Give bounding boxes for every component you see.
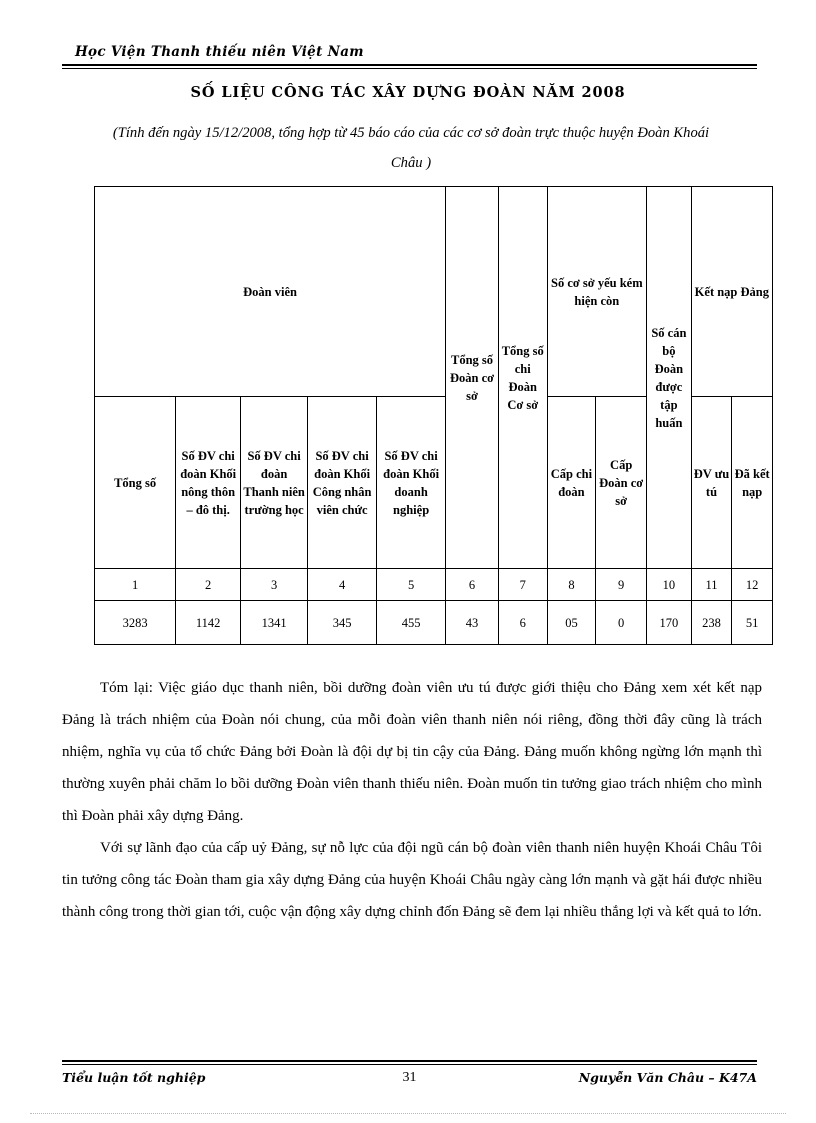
footer-rule-thin	[62, 1064, 757, 1065]
cell-dv-uu-tu: 238	[691, 601, 732, 645]
subheader-cap-doan-co-so: Cấp Đoàn cơ sở	[596, 397, 647, 569]
subheader-dv-uu-tu: ĐV ưu tú	[691, 397, 732, 569]
cell-so-can-bo-tap-huan: 170	[647, 601, 692, 645]
table-row	[95, 601, 773, 645]
paragraph-summary: Tóm lại: Việc giáo dục thanh niên, bồi dưỡng đoàn viên ưu tú được giới thiệu cho Đảng xem xét kết nạp Đảng là trách nhiệm của Đoàn nói chung, của mỗi đoàn viên thanh niên nói riêng, đồng thời đây cũng là trách nhiệm, nghĩa vụ của tổ chức Đảng bởi Đoàn là đội dự bị tin cậy của Đảng. Đảng muốn không ngừng lớn mạnh thì thường xuyên phải chăm lo bồi dưỡng Đoàn viên thanh thiếu niên. Đoàn muốn tin tưởng giao trách nhiệm cho mình thì Đoàn phải xây dựng Đảng.	[62, 680, 762, 824]
subheader-da-ket-nap: Đã kết nạp	[732, 397, 773, 569]
colnum-11: 11	[691, 569, 732, 601]
statistics-table	[94, 186, 773, 645]
header-doan-vien: Đoàn viên	[95, 187, 446, 397]
subheader-tong-so: Tổng số	[95, 397, 176, 569]
header-tong-so-chi-doan-co-so: Tổng số chi Đoàn Cơ sở	[498, 187, 547, 569]
colnum-5: 5	[377, 569, 446, 601]
colnum-6: 6	[446, 569, 499, 601]
colnum-8: 8	[547, 569, 596, 601]
footer-author: Nguyễn Văn Châu – K47A	[578, 1069, 757, 1085]
colnum-10: 10	[647, 569, 692, 601]
subheader-dv-thanh-nien-truong-hoc: Số ĐV chi đoàn Thanh niên trường học	[241, 397, 308, 569]
header-tong-so-doan-co-so: Tổng số Đoàn cơ sở	[446, 187, 499, 569]
subheader-dv-khoi-cong-nhan-vien-chuc: Số ĐV chi đoàn Khối Công nhân viên chức	[308, 397, 377, 569]
cell-dv-khoi-doanh-nghiep: 455	[377, 601, 446, 645]
colnum-7: 7	[498, 569, 547, 601]
header-so-can-bo-tap-huan: Số cán bộ Đoàn được tập huấn	[647, 187, 692, 569]
cell-tong-so: 3283	[95, 601, 176, 645]
header-so-co-so-yeu-kem: Số cơ sở yếu kém hiện còn	[547, 187, 646, 397]
institution-name: Học Viện Thanh thiếu niên Việt Nam	[75, 44, 364, 60]
cell-tong-so-chi-doan-co-so: 6	[498, 601, 547, 645]
table-header-row-groups	[95, 187, 773, 397]
page-number: 31	[402, 1069, 417, 1085]
cell-tong-so-doan-co-so: 43	[446, 601, 499, 645]
header-rule-thick	[62, 64, 757, 66]
cell-cap-chi-doan: 05	[547, 601, 596, 645]
subheader-cap-chi-doan: Cấp chi đoàn	[547, 397, 596, 569]
cell-dv-khoi-nong-thon: 1142	[176, 601, 241, 645]
cell-dv-thanh-nien-truong-hoc: 1341	[241, 601, 308, 645]
colnum-1: 1	[95, 569, 176, 601]
header-ket-nap-dang: Kết nạp Đảng	[691, 187, 772, 397]
colnum-12: 12	[732, 569, 773, 601]
footer-left-text: Tiểu luận tốt nghiệp	[62, 1069, 206, 1085]
colnum-2: 2	[176, 569, 241, 601]
running-footer	[62, 1060, 757, 1092]
header-rule-thin	[62, 68, 757, 69]
cell-dv-khoi-cong-nhan-vien-chuc: 345	[308, 601, 377, 645]
paragraph-conclusion: Với sự lãnh đạo của cấp uỷ Đảng, sự nỗ lực của đội ngũ cán bộ đoàn viên thanh niên huyện Khoái Châu Tôi tin tưởng công tác Đoàn tham gia xây dựng Đảng của huyện Khoái Châu ngày càng lớn mạnh và gặt hái được nhiều thành công trong thời gian tới, cuộc vận động xây dựng chỉnh đốn Đảng sẽ đem lại nhiều thắng lợi và kết quả to lớn.	[62, 840, 762, 920]
page-title: SỐ LIỆU CÔNG TÁC XÂY DỰNG ĐOÀN NĂM 2008	[190, 84, 626, 101]
colnum-3: 3	[241, 569, 308, 601]
running-header	[62, 44, 757, 69]
colnum-9: 9	[596, 569, 647, 601]
page-subtitle: (Tính đến ngày 15/12/2008, tổng hợp từ 45 báo cáo của các cơ sở đoàn trực thuộc huyện Đoàn Khoái Châu )	[112, 125, 710, 171]
cell-da-ket-nap: 51	[732, 601, 773, 645]
page-bottom-divider	[30, 1113, 786, 1114]
footer-rule-thick	[62, 1060, 757, 1062]
subheader-dv-khoi-nong-thon: Số ĐV chi đoàn Khối nông thôn – đô thị.	[176, 397, 241, 569]
table-row-column-numbers	[95, 569, 773, 601]
colnum-4: 4	[308, 569, 377, 601]
cell-cap-doan-co-so: 0	[596, 601, 647, 645]
body-content	[62, 672, 762, 928]
subheader-dv-khoi-doanh-nghiep: Số ĐV chi đoàn Khối doanh nghiệp	[377, 397, 446, 569]
